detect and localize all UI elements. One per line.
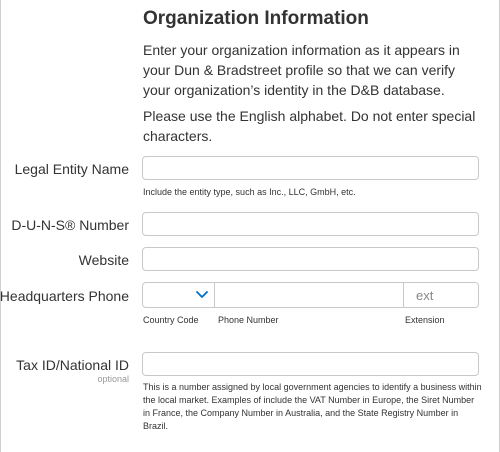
website-label: Website (78, 252, 129, 268)
page-title: Organization Information (143, 8, 369, 29)
country-code-caption: Country Code (143, 315, 199, 325)
alphabet-note: Please use the English alphabet. Do not enter special characters. (143, 108, 476, 144)
extension-caption: Extension (405, 315, 445, 325)
duns-input[interactable] (142, 212, 479, 236)
tax-id-hint: This is a number assigned by local government agencies to identify a business within the local market. Examples of include the VAT Number in Europe, the Siret Number in France, the Company Number in Australia, and the State Registry Number in Brazil. (143, 382, 482, 431)
website-input[interactable] (142, 247, 479, 271)
phone-number-caption: Phone Number (218, 315, 279, 325)
chevron-down-icon (196, 291, 208, 299)
duns-label: D-U-N-S® Number (11, 217, 129, 233)
country-code-select[interactable] (143, 283, 215, 307)
phone-number-input[interactable] (215, 283, 404, 307)
legal-entity-hint: Include the entity type, such as Inc., LLC, GmbH, etc. (143, 187, 356, 197)
hq-phone-label: Headquarters Phone (0, 288, 129, 304)
tax-id-input[interactable] (142, 352, 479, 376)
intro-text: Enter your organization information as it appears in your Dun & Bradstreet profile so that we can verify your organization’s identity in the D&B database. (143, 42, 460, 98)
tax-id-label: Tax ID/National ID (16, 357, 129, 373)
extension-input[interactable] (404, 283, 478, 307)
legal-entity-input[interactable] (142, 156, 479, 180)
phone-group (142, 282, 479, 308)
tax-id-optional: optional (97, 374, 129, 384)
legal-entity-label: Legal Entity Name (14, 161, 129, 177)
